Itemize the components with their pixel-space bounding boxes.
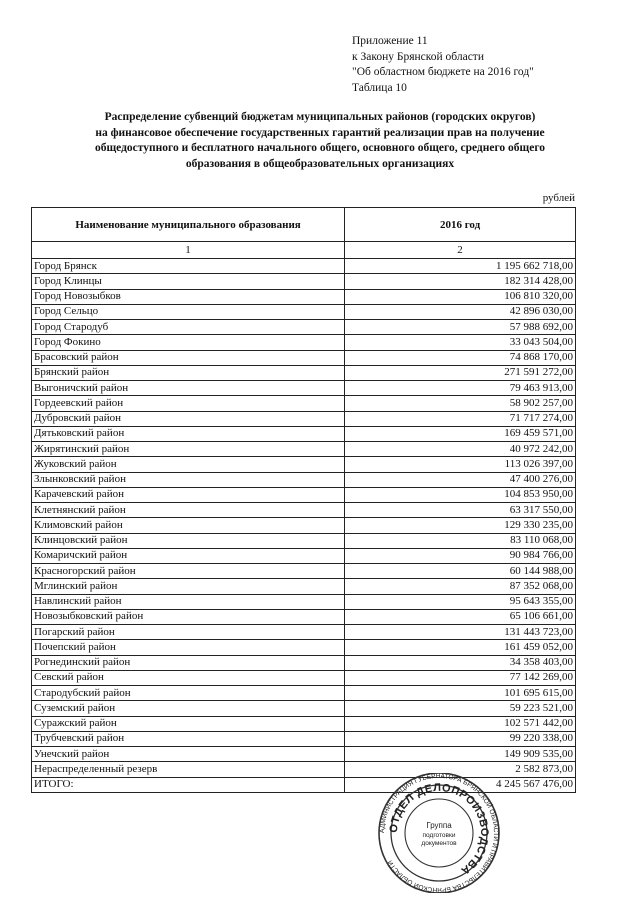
subvention-amount: 60 144 988,00 [345, 564, 576, 579]
title-line: на финансовое обеспечение государственных гарантий реализации прав на получение [95, 126, 545, 139]
column-header-year: 2016 год [345, 208, 576, 242]
subvention-amount: 33 043 504,00 [345, 335, 576, 350]
subvention-amount: 47 400 276,00 [345, 472, 576, 487]
municipality-name: Город Брянск [32, 259, 345, 274]
municipality-name: Брасовский район [32, 350, 345, 365]
appendix-header [352, 34, 534, 96]
table-row [32, 503, 576, 518]
table-row [32, 381, 576, 396]
subvention-amount: 74 868 170,00 [345, 350, 576, 365]
subvention-amount: 87 352 068,00 [345, 579, 576, 594]
title-line: образования в общеобразовательных организациях [185, 157, 455, 170]
subvention-amount: 149 909 535,00 [345, 747, 576, 762]
subvention-amount: 90 984 766,00 [345, 548, 576, 563]
municipality-name: Дубровский район [32, 411, 345, 426]
municipality-name: Почепский район [32, 640, 345, 655]
table-row [32, 289, 576, 304]
table-row [32, 640, 576, 655]
subvention-amount: 58 902 257,00 [345, 396, 576, 411]
stamp-dept-text: ОТДЕЛ ДЕЛОПРОИЗВОДСТВА [387, 781, 491, 877]
subvention-amount: 99 220 338,00 [345, 731, 576, 746]
table-row [32, 670, 576, 685]
municipality-name: Злынковский район [32, 472, 345, 487]
table-row [32, 259, 576, 274]
subvention-amount: 34 358 403,00 [345, 655, 576, 670]
subvention-amount: 102 571 442,00 [345, 716, 576, 731]
table-row [32, 594, 576, 609]
table-row [32, 426, 576, 441]
subvention-amount: 42 896 030,00 [345, 304, 576, 319]
subvention-amount: 65 106 661,00 [345, 609, 576, 624]
subvention-amount: 95 643 355,00 [345, 594, 576, 609]
subvention-amount: 131 443 723,00 [345, 625, 576, 640]
subvention-amount: 40 972 242,00 [345, 442, 576, 457]
municipality-name: Нераспределенный резерв [32, 762, 345, 777]
column-number: 2 [345, 242, 576, 259]
table-row [32, 533, 576, 548]
municipality-name: Жирятинский район [32, 442, 345, 457]
currency-unit: рублей [542, 192, 575, 204]
title-line: общедоступного и бесплатного начального общего, основного общего, среднего общего [94, 142, 546, 154]
subvention-amount: 4 245 567 476,00 [345, 777, 576, 792]
table-row [32, 518, 576, 533]
municipality-name: Суземский район [32, 701, 345, 716]
municipality-name: Гордеевский район [32, 396, 345, 411]
table-row [32, 625, 576, 640]
table-number: Таблица 10 [352, 81, 407, 94]
municipality-name: Суражский район [32, 716, 345, 731]
table-row [32, 686, 576, 701]
subvention-amount: 63 317 550,00 [345, 503, 576, 518]
municipality-name: Жуковский район [32, 457, 345, 472]
stamp-inner-line: подготовки [422, 832, 456, 839]
municipality-name: ИТОГО: [32, 777, 345, 792]
municipality-name: Выгоничский район [32, 381, 345, 396]
municipality-name: Навлинский район [32, 594, 345, 609]
table-row [32, 335, 576, 350]
column-number: 1 [32, 242, 345, 259]
appendix-number: Приложение 11 [352, 35, 428, 47]
table-row [32, 655, 576, 670]
municipality-name: Город Стародуб [32, 320, 345, 335]
municipality-name: Брянский район [32, 365, 345, 380]
table-row [32, 472, 576, 487]
subvention-amount: 161 459 052,00 [345, 640, 576, 655]
subvention-amount: 59 223 521,00 [345, 701, 576, 716]
municipality-name: Карачевский район [32, 487, 345, 502]
municipality-name: Клинцовский район [32, 533, 345, 548]
table-row [32, 548, 576, 563]
subvention-amount: 57 988 692,00 [345, 320, 576, 335]
subvention-amount: 113 026 397,00 [345, 457, 576, 472]
table-row [32, 747, 576, 762]
subvention-amount: 271 591 272,00 [345, 365, 576, 380]
stamp-outer-text: АДМИНИСТРАЦИЯ ГУБЕРНАТОРА БРЯНСКОЙ ОБЛАСТИ И ПРАВИТЕЛЬСТВА БРЯНСКОЙ ОБЛАСТИ [378, 773, 500, 893]
subvention-amount: 182 314 428,00 [345, 274, 576, 289]
table-row [32, 609, 576, 624]
stamp-inner-line: Группа [426, 821, 452, 830]
municipality-name: Погарский район [32, 625, 345, 640]
table-row [32, 716, 576, 731]
municipality-name: Красногорский район [32, 564, 345, 579]
subvention-amount: 104 853 950,00 [345, 487, 576, 502]
table-row [32, 442, 576, 457]
municipality-name: Стародубский район [32, 686, 345, 701]
law-name: "Об областном бюджете на 2016 год" [352, 66, 534, 78]
table-row [32, 304, 576, 319]
table-row [32, 350, 576, 365]
table-row [32, 396, 576, 411]
law-reference: к Закону Брянской области [352, 50, 484, 63]
municipality-name: Новозыбковский район [32, 609, 345, 624]
municipality-name: Мглинский район [32, 579, 345, 594]
document-title [40, 110, 600, 172]
table-row [32, 579, 576, 594]
subvention-amount: 106 810 320,00 [345, 289, 576, 304]
municipality-name: Комаричский район [32, 548, 345, 563]
table-row [32, 487, 576, 502]
stamp-inner-line: документов [421, 840, 457, 847]
table-row [32, 564, 576, 579]
table-row [32, 274, 576, 289]
table-header-row [32, 208, 576, 242]
official-stamp-icon [375, 773, 503, 893]
municipality-name: Дятьковский район [32, 426, 345, 441]
subvention-amount: 83 110 068,00 [345, 533, 576, 548]
subvention-amount: 71 717 274,00 [345, 411, 576, 426]
municipality-name: Город Новозыбков [32, 289, 345, 304]
subvention-amount: 1 195 662 718,00 [345, 259, 576, 274]
municipality-name: Клетнянский район [32, 503, 345, 518]
table-row [32, 731, 576, 746]
table-row [32, 457, 576, 472]
subvention-amount: 101 695 615,00 [345, 686, 576, 701]
municipality-name: Климовский район [32, 518, 345, 533]
title-line: Распределение субвенций бюджетам муниципальных районов (городских округов) [104, 111, 536, 123]
municipality-name: Город Клинцы [32, 274, 345, 289]
municipality-name: Севский район [32, 670, 345, 685]
municipality-name: Трубчевский район [32, 731, 345, 746]
municipality-name: Город Фокино [32, 335, 345, 350]
table-row [32, 701, 576, 716]
municipality-name: Унечский район [32, 747, 345, 762]
subvention-amount: 129 330 235,00 [345, 518, 576, 533]
table-row [32, 365, 576, 380]
subvention-amount: 169 459 571,00 [345, 426, 576, 441]
column-header-name: Наименование муниципального образования [32, 208, 345, 242]
subvention-amount: 2 582 873,00 [345, 762, 576, 777]
municipality-name: Рогнединский район [32, 655, 345, 670]
municipality-name: Город Сельцо [32, 304, 345, 319]
column-number-row [32, 242, 576, 259]
subvention-amount: 77 142 269,00 [345, 670, 576, 685]
table-row [32, 320, 576, 335]
table-row [32, 411, 576, 426]
subvention-table [31, 207, 576, 793]
table-body [32, 259, 576, 793]
subvention-amount: 79 463 913,00 [345, 381, 576, 396]
